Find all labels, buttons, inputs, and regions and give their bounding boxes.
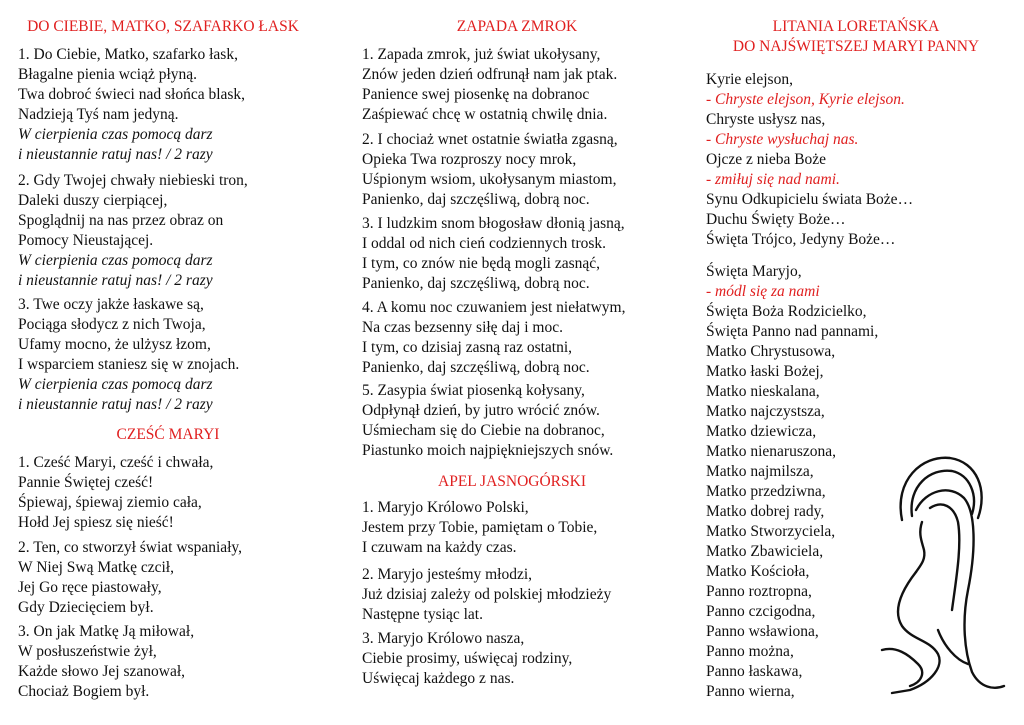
text-line: Daleki duszy cierpiącej, <box>18 192 168 209</box>
text-line: W Niej Swą Matkę czcił, <box>18 559 174 576</box>
text-line: Śpiewaj, śpiewaj ziemio cała, <box>18 494 202 511</box>
text-line: Chociaż Bogiem był. <box>18 683 150 700</box>
text-line: I tym, co dzisiaj zasną raz ostatni, <box>362 339 573 356</box>
invocation-line: Panno wierna, <box>706 683 795 700</box>
stanza <box>362 214 625 294</box>
text-line: Opieka Twa rozproszy nocy mrok, <box>362 151 577 168</box>
text-line: 2. Maryjo jesteśmy młodzi, <box>362 566 533 583</box>
text-line: 1. Maryjo Królowo Polski, <box>362 499 529 516</box>
invocation-line: Święta Panno nad pannami, <box>706 323 879 340</box>
text-line: Uśmiecham się do Ciebie na dobranoc, <box>362 422 605 439</box>
litany-invocations <box>706 262 878 702</box>
text-line: Pomocy Nieustającej. <box>18 232 154 249</box>
invocation-line: Ojcze z nieba Boże <box>706 151 827 168</box>
song-title-apel: APEL JASNOGÓRSKI <box>438 473 586 490</box>
stanza <box>18 295 239 375</box>
robe-fold <box>938 630 968 664</box>
text-line: Każde słowo Jej szanował, <box>18 663 186 680</box>
invocation-line: Matko nieskalana, <box>706 383 820 400</box>
litany-title-line-2: DO NAJŚWIĘTSZEJ MARYI PANNY <box>732 38 980 55</box>
text-line: Pannie Świętej cześć! <box>18 474 154 491</box>
text-line: I oddal od nich cień codziennych trosk. <box>362 235 607 252</box>
invocation-line: Kyrie elejson, <box>706 71 793 88</box>
invocation-line: Synu Odkupicielu świata Boże… <box>706 191 914 208</box>
litany-title-line-1: LITANIA LORETAŃSKA <box>772 18 940 35</box>
stanza <box>362 298 625 378</box>
text-line: Na czas bezsenny siłę daj i moc. <box>362 319 563 336</box>
song-title-zapada-zmrok: ZAPADA ZMROK <box>456 18 578 35</box>
text-line: i nieustannie ratuj nas! / 2 razy <box>18 146 213 163</box>
text-line: 1. Do Ciebie, Matko, szafarko łask, <box>18 46 238 63</box>
text-line: i nieustannie ratuj nas! / 2 razy <box>18 272 213 289</box>
text-line: Zaśpiewać chcę w ostatnią chwilę dnia. <box>362 106 608 123</box>
veil-inner <box>930 504 959 610</box>
veil-outline <box>916 490 1004 687</box>
invocation-line: Matko przedziwna, <box>706 483 826 500</box>
text-line: Piastunko moich najpiękniejszych snów. <box>362 442 614 459</box>
invocation-line: Matko najmilsza, <box>706 463 814 480</box>
text-line: Nadzieją Tyś nam jedyną. <box>18 106 179 123</box>
response-line: - Chryste elejson, Kyrie elejson. <box>706 91 905 108</box>
response-line: - módl się za nami <box>706 283 820 300</box>
text-line: Uświęcaj każdego z nas. <box>362 670 515 687</box>
text-line: Panienko, daj szczęśliwą, dobrą noc. <box>362 359 590 376</box>
invocation-line: Matko łaski Bożej, <box>706 363 824 380</box>
invocation-line: Matko nienaruszona, <box>706 443 836 460</box>
stanza <box>18 45 245 125</box>
text-line: 5. Zasypia świat piosenką kołysany, <box>362 382 585 399</box>
invocation-line: Panno czcigodna, <box>706 603 816 620</box>
text-line: Błagalne pienia wciąż płyną. <box>18 66 198 83</box>
invocation-line: Święta Boża Rodzicielko, <box>706 303 867 320</box>
text-line: Panienko, daj szczęśliwą, dobrą noc. <box>362 191 590 208</box>
text-line: I czuwam na każdy czas. <box>362 539 517 556</box>
hands <box>882 649 922 686</box>
text-line: 2. Ten, co stworzył świat wspaniały, <box>18 539 243 556</box>
litany-intro <box>706 70 913 250</box>
text-line: 1. Cześć Maryi, cześć i chwała, <box>18 454 214 471</box>
response-line: - zmiłuj się nad nami. <box>706 171 840 188</box>
text-line: Odpłynął dzień, by jutro wrócić znów. <box>362 402 600 419</box>
text-line: 3. On jak Matkę Ją miłował, <box>18 623 195 640</box>
invocation-line: Matko najczystsza, <box>706 403 825 420</box>
stanza <box>362 45 617 125</box>
text-line: Znów jeden dzień odfrunął nam jak ptak. <box>362 66 618 83</box>
song-title-czesc-maryi: CZEŚĆ MARYI <box>116 426 220 443</box>
text-line: Już dzisiaj zależy od polskiej młodzieży <box>362 586 612 603</box>
stanza <box>18 538 242 618</box>
text-line: 4. A komu noc czuwaniem jest niełatwym, <box>362 299 626 316</box>
text-line: 3. Maryjo Królowo nasza, <box>362 630 525 647</box>
stanza <box>18 453 213 533</box>
invocation-line: Matko Chrystusowa, <box>706 343 836 360</box>
text-line: I tym, co znów nie będą mogli zasnąć, <box>362 255 601 272</box>
invocation-line: Panno roztropna, <box>706 583 812 600</box>
text-line: Ufamy mocno, że ulżysz łzom, <box>18 336 211 353</box>
text-line: W cierpienia czas pomocą darz <box>18 376 213 393</box>
text-line: W posłuszeństwie żył, <box>18 643 157 660</box>
text-line: Hołd Jej spiesz się nieść! <box>18 514 174 531</box>
text-line: Pociąga słodycz z nich Twoja, <box>18 316 206 333</box>
invocation-line: Matko Zbawiciela, <box>706 543 824 560</box>
text-line: Jestem przy Tobie, pamiętam o Tobie, <box>362 519 598 536</box>
face-profile <box>916 522 924 572</box>
text-line: W cierpienia czas pomocą darz <box>18 126 213 143</box>
text-line: W cierpienia czas pomocą darz <box>18 252 213 269</box>
text-line: Jej Go ręce piastowały, <box>18 579 162 596</box>
invocation-line: Duchu Święty Boże… <box>706 211 846 228</box>
invocation-line: Panno można, <box>706 643 794 660</box>
invocation-line: Matko Kościoła, <box>706 563 810 580</box>
refrain <box>18 251 213 291</box>
stanza <box>18 171 248 251</box>
stanza <box>18 622 194 702</box>
text-line: 3. I ludzkim snom błogosław dłonią jasną, <box>362 215 625 232</box>
text-line: Spoglądnij na nas przez obraz on <box>18 212 224 229</box>
stanza <box>362 565 611 625</box>
invocation-line: Matko Stworzyciela, <box>706 523 836 540</box>
text-line: 2. Gdy Twojej chwały niebieski tron, <box>18 172 248 189</box>
text-line: 3. Twe oczy jakże łaskawe są, <box>18 296 204 313</box>
text-line: Gdy Dziecięciem był. <box>18 599 154 616</box>
invocation-line: Święta Maryjo, <box>706 263 802 280</box>
text-line: Ciebie prosimy, uświęcaj rodziny, <box>362 650 573 667</box>
text-line: 1. Zapada zmrok, już świat ukołysany, <box>362 46 601 63</box>
text-line: Panience swej piosenkę na dobranoc <box>362 86 590 103</box>
text-line: I wsparciem staniesz się w znojach. <box>18 356 240 373</box>
shoulder <box>892 572 940 693</box>
refrain <box>18 125 213 165</box>
stanza <box>362 498 597 558</box>
response-line: - Chryste wysłuchaj nas. <box>706 131 859 148</box>
text-line: Panienko, daj szczęśliwą, dobrą noc. <box>362 275 590 292</box>
text-line: i nieustannie ratuj nas! / 2 razy <box>18 396 213 413</box>
invocation-line: Matko dziewicza, <box>706 423 817 440</box>
text-line: Twa dobroć świeci nad słońca blask, <box>18 86 246 103</box>
text-line: 2. I chociaż wnet ostatnie światła zgasną, <box>362 131 618 148</box>
text-line: Następne tysiąc lat. <box>362 606 483 623</box>
invocation-line: Święta Trójco, Jedyny Boże… <box>706 231 896 248</box>
stanza <box>362 381 613 461</box>
text-line: Uśpionym wsiom, ukołysanym miastom, <box>362 171 617 188</box>
invocation-line: Chryste usłysz nas, <box>706 111 826 128</box>
song-title-do-ciebie: DO CIEBIE, MATKO, SZAFARKO ŁASK <box>27 18 299 35</box>
invocation-line: Panno łaskawa, <box>706 663 803 680</box>
halo-inner <box>912 471 974 516</box>
madonna-line-drawing-icon <box>872 450 1007 695</box>
refrain <box>18 375 213 415</box>
stanza <box>362 130 618 210</box>
stanza <box>362 629 572 689</box>
invocation-line: Panno wsławiona, <box>706 623 819 640</box>
invocation-line: Matko dobrej rady, <box>706 503 825 520</box>
